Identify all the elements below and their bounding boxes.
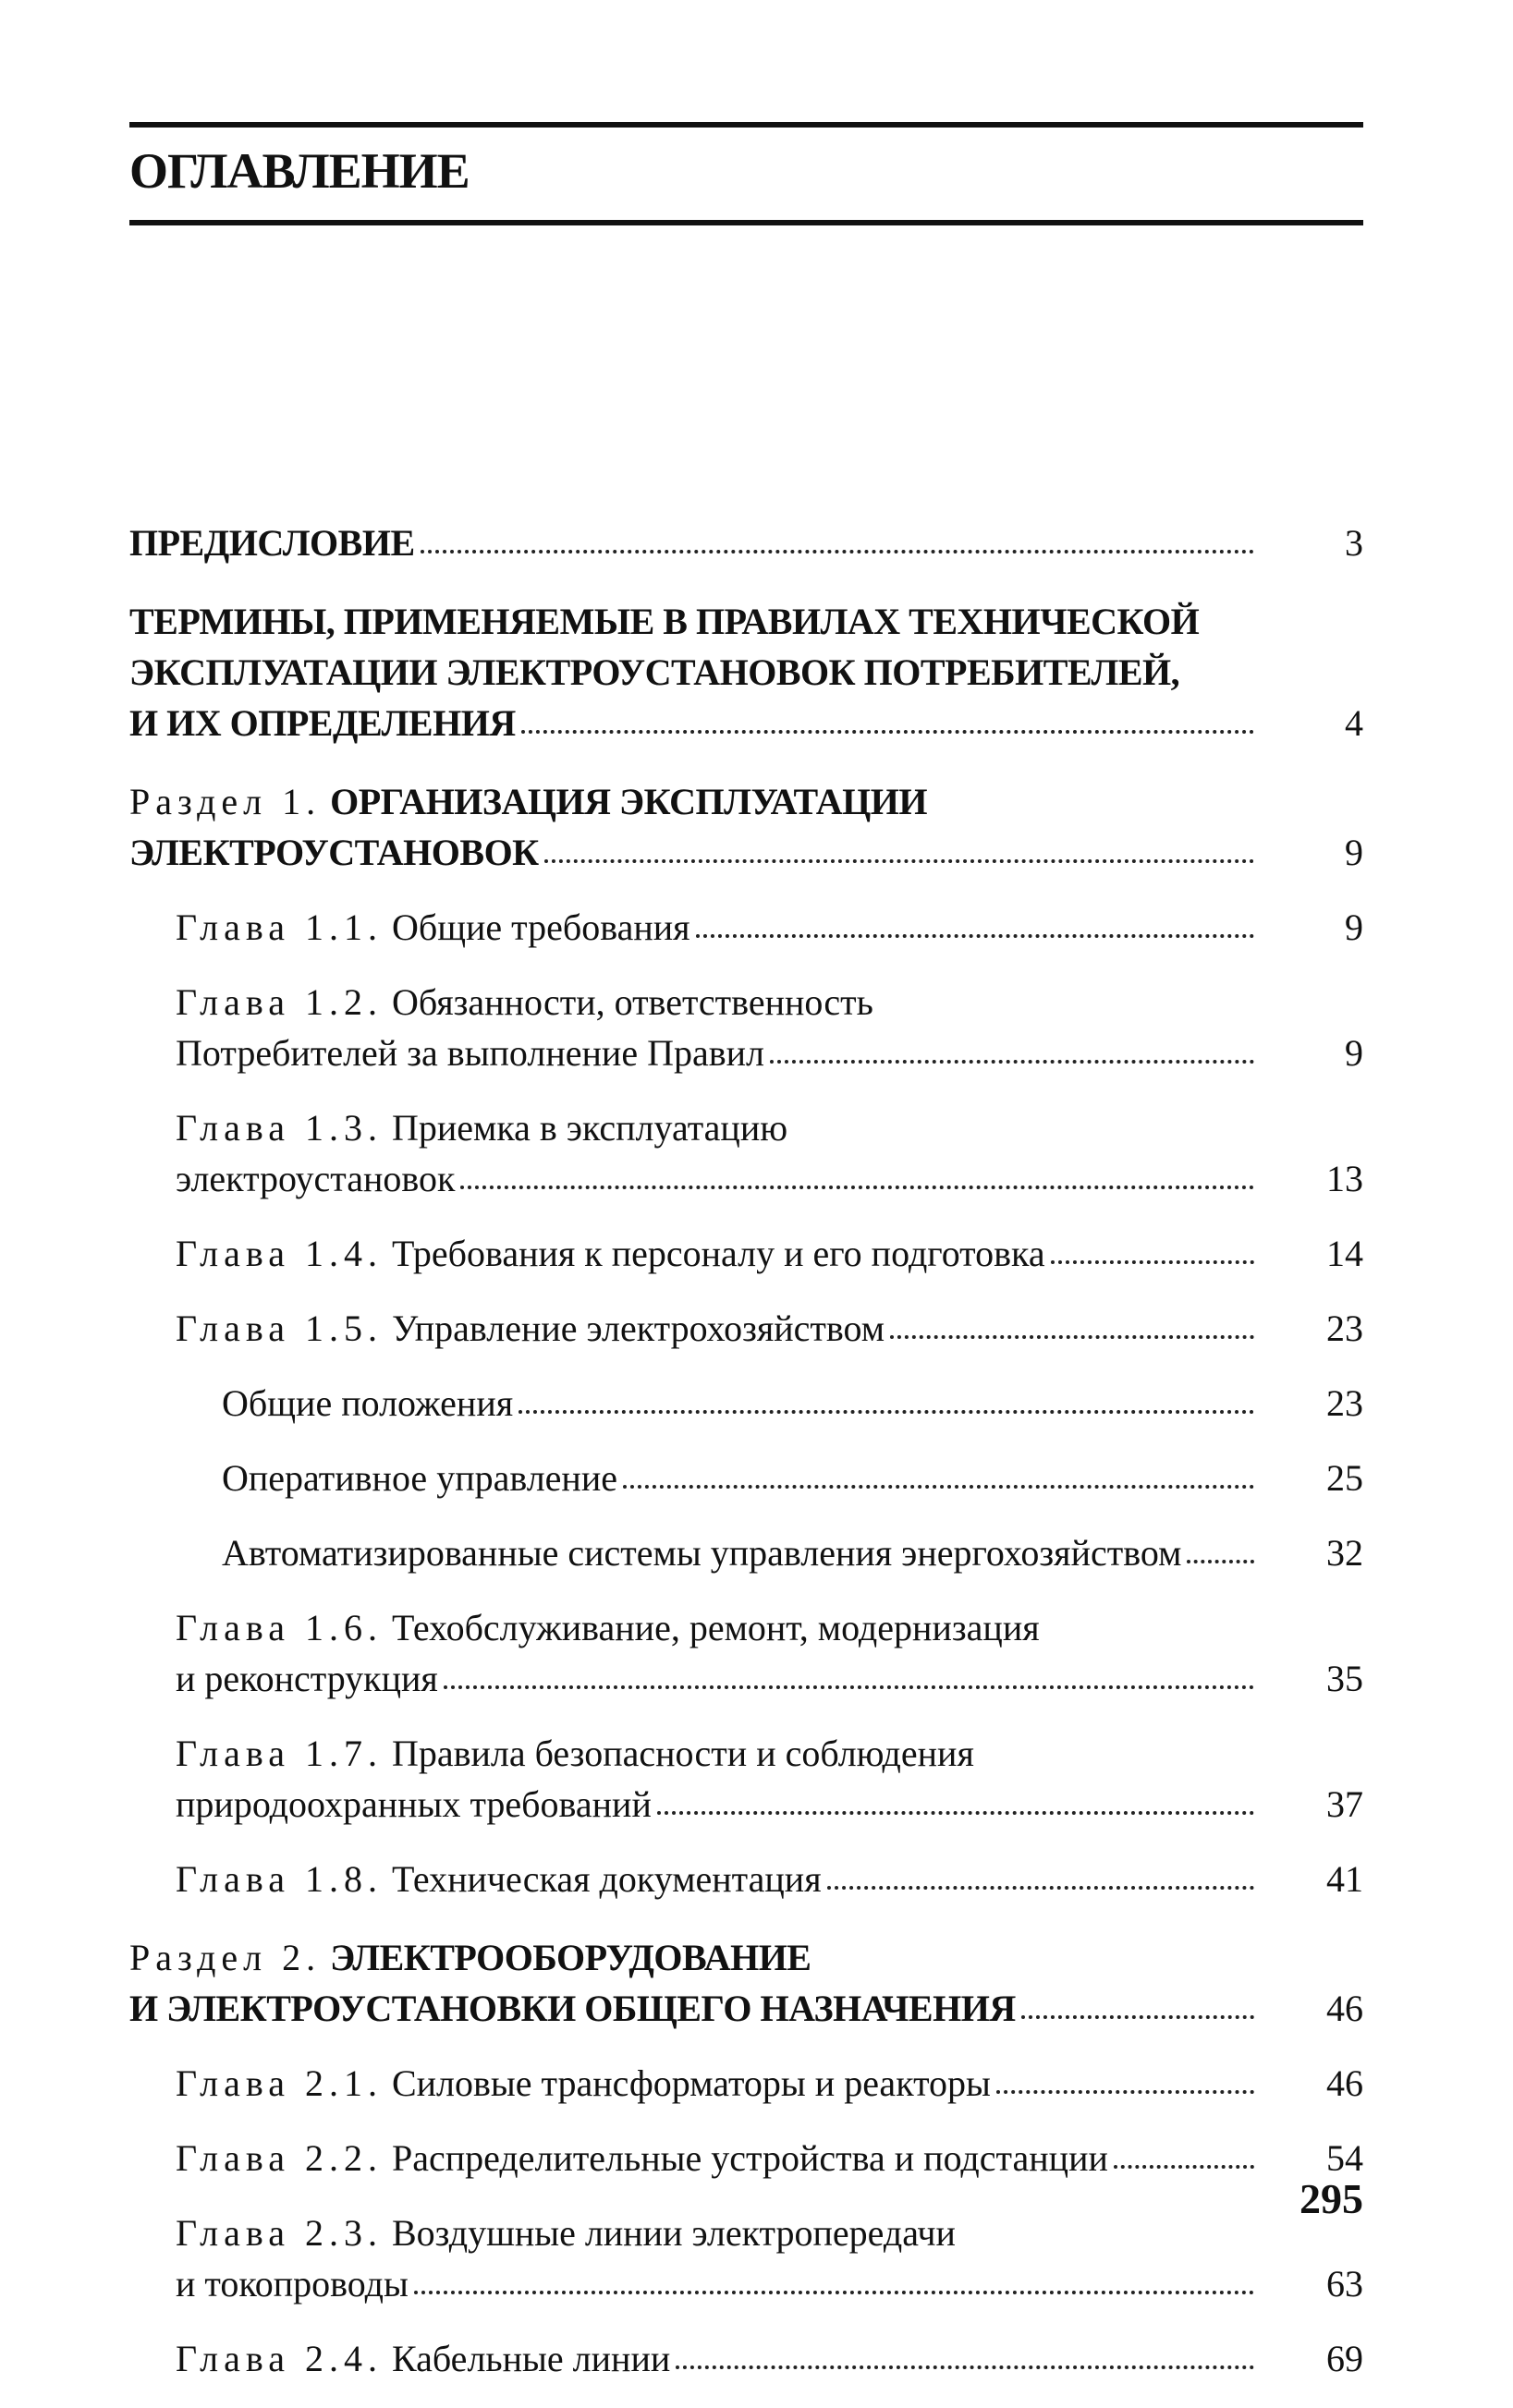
toc-entry-text xyxy=(129,651,1179,693)
toc-entry-prefix: Глава 1.6. xyxy=(176,1607,383,1648)
toc-entry-text xyxy=(222,1527,1181,1578)
toc-entry-prefix: Глава 1.8. xyxy=(176,1858,383,1900)
toc-entry-prefix: Глава 1.1. xyxy=(176,906,383,948)
dot-leader xyxy=(890,1326,1254,1339)
toc-entry-title: Правила безопасности и соблюдения xyxy=(391,1733,974,1774)
dot-leader xyxy=(444,1676,1254,1689)
toc-entry-line xyxy=(129,1932,1262,1983)
toc-entry-line xyxy=(129,596,1262,647)
toc-entry xyxy=(129,776,1363,878)
toc-entry-text xyxy=(176,1733,974,1774)
toc-page-number: 25 xyxy=(1326,1457,1363,1499)
toc-entry xyxy=(222,1378,1363,1429)
toc-entry-prefix: Глава 2.4. xyxy=(176,2338,383,2379)
toc-entry-title: Потребителей за выполнение Правил xyxy=(176,1032,764,1074)
toc-entry-last-line xyxy=(129,1983,1262,2034)
top-rule xyxy=(129,122,1363,128)
toc-entry-last-line xyxy=(176,2133,1262,2183)
toc-entry-title: Обязанности, ответственность xyxy=(391,981,873,1023)
toc-entry-text xyxy=(222,1453,617,1503)
dot-leader xyxy=(521,721,1254,734)
toc-entry-prefix: Глава 2.3. xyxy=(176,2212,383,2254)
toc-entry-title: электроустановок xyxy=(176,1158,456,1199)
toc-entry xyxy=(176,1602,1363,1704)
toc-entry-prefix: Глава 1.2. xyxy=(176,981,383,1023)
toc-entry-title: ЭЛЕКТРООБОРУДОВАНИЕ xyxy=(330,1937,811,1978)
toc-entry-last-line xyxy=(129,698,1262,748)
dot-leader xyxy=(1187,1551,1254,1563)
dot-leader xyxy=(676,2356,1254,2369)
toc-entry-title: Общие положения xyxy=(222,1382,514,1424)
dot-leader xyxy=(460,1176,1254,1189)
toc-entry-title: Кабельные линии xyxy=(391,2338,671,2379)
toc-entry xyxy=(176,1854,1363,1904)
dot-leader xyxy=(623,1476,1254,1489)
dot-leader xyxy=(421,541,1254,553)
toc-entry xyxy=(129,517,1363,568)
toc-entry-title: Управление электрохозяйством xyxy=(391,1307,885,1349)
toc-entry-text xyxy=(176,902,690,953)
toc-entry-last-line xyxy=(176,1653,1262,1704)
toc-entry-line xyxy=(176,1102,1262,1153)
toc-page-number: 23 xyxy=(1326,1382,1363,1424)
table-of-contents xyxy=(129,517,1363,2408)
toc-entry xyxy=(176,2133,1363,2183)
toc-entry-text xyxy=(129,781,927,822)
toc-page-number: 54 xyxy=(1326,2137,1363,2179)
toc-entry-last-line xyxy=(129,517,1262,568)
toc-page-number: 69 xyxy=(1326,2338,1363,2379)
toc-page-number: 35 xyxy=(1326,1658,1363,1699)
toc-entry-title: Силовые трансформаторы и реакторы xyxy=(391,2062,991,2104)
toc-entry xyxy=(176,1303,1363,1354)
toc-page-number: 63 xyxy=(1326,2263,1363,2305)
toc-entry-text xyxy=(129,1937,811,1978)
toc-entry-text xyxy=(176,2258,409,2309)
toc-entry-prefix: Глава 1.5. xyxy=(176,1307,383,1349)
toc-page-number: 4 xyxy=(1345,702,1363,744)
toc-entry-text xyxy=(176,2133,1108,2183)
toc-entry-text xyxy=(129,698,516,748)
toc-entry xyxy=(176,1728,1363,1830)
toc-entry-title: природоохранных требований xyxy=(176,1783,652,1825)
toc-entry-text xyxy=(176,1107,787,1149)
toc-entry-title: ПРЕДИСЛОВИЕ xyxy=(129,522,415,564)
toc-page-number: 46 xyxy=(1326,2062,1363,2104)
toc-entry-line xyxy=(129,776,1262,827)
toc-entry-text xyxy=(176,2212,956,2254)
dot-leader xyxy=(696,925,1254,938)
toc-entry-title: и токопроводы xyxy=(176,2263,409,2305)
toc-entry-title: И ЭЛЕКТРОУСТАНОВКИ ОБЩЕГО НАЗНАЧЕНИЯ xyxy=(129,1988,1016,2029)
toc-entry-title: Техническая документация xyxy=(391,1858,822,1900)
toc-entry-text xyxy=(222,1378,513,1429)
toc-page-number: 9 xyxy=(1345,832,1363,873)
toc-entry-line xyxy=(176,1602,1262,1653)
toc-entry-title: Автоматизированные системы управления энергохозяйством xyxy=(222,1532,1182,1574)
dot-leader xyxy=(996,2081,1254,2094)
dot-leader xyxy=(1051,1251,1254,1264)
dot-leader xyxy=(414,2281,1254,2294)
toc-entry-text xyxy=(176,1303,885,1354)
page-number: 295 xyxy=(1299,2175,1363,2222)
toc-entry xyxy=(222,1527,1363,1578)
toc-entry xyxy=(176,977,1363,1078)
toc-entry-title: И ИХ ОПРЕДЕЛЕНИЯ xyxy=(129,702,516,744)
toc-entry-text xyxy=(176,1779,652,1830)
toc-entry-text xyxy=(176,1854,822,1904)
toc-entry-text xyxy=(176,1153,455,1204)
toc-entry-last-line xyxy=(176,1303,1262,1354)
toc-entry-title: ТЕРМИНЫ, ПРИМЕНЯЕМЫЕ В ПРАВИЛАХ ТЕХНИЧЕСКОЙ xyxy=(129,601,1200,642)
toc-entry-last-line xyxy=(176,2058,1262,2109)
toc-entry-title: Оперативное управление xyxy=(222,1457,617,1499)
toc-entry-title: Общие требования xyxy=(391,906,690,948)
toc-entry-prefix: Глава 2.2. xyxy=(176,2137,383,2179)
toc-page-number: 13 xyxy=(1326,1158,1363,1199)
toc-entry xyxy=(176,1228,1363,1279)
toc-page-number: 37 xyxy=(1326,1783,1363,1825)
toc-page-number: 9 xyxy=(1345,1032,1363,1074)
toc-page-number: 3 xyxy=(1345,522,1363,564)
toc-entry-title: и реконструкция xyxy=(176,1658,438,1699)
toc-entry-prefix: Раздел 2. xyxy=(129,1937,322,1978)
toc-entry xyxy=(176,2207,1363,2309)
toc-entry-last-line xyxy=(176,902,1262,953)
toc-entry-prefix: Глава 1.3. xyxy=(176,1107,383,1149)
page-title: ОГЛАВЛЕНИЕ xyxy=(129,143,470,199)
toc-entry-prefix: Глава 2.1. xyxy=(176,2062,383,2104)
dot-leader xyxy=(770,1051,1254,1064)
toc-entry-text xyxy=(176,1653,438,1704)
toc-entry-prefix: Глава 1.4. xyxy=(176,1233,383,1274)
toc-entry-last-line xyxy=(176,1228,1262,1279)
dot-leader xyxy=(519,1401,1254,1414)
toc-entry xyxy=(176,2058,1363,2109)
toc-page-number: 46 xyxy=(1326,1988,1363,2029)
toc-entry xyxy=(129,596,1363,748)
dot-leader xyxy=(1021,2006,1254,2019)
toc-entry-line xyxy=(176,977,1262,1028)
toc-entry-title: Распределительные устройства и подстанции xyxy=(391,2137,1108,2179)
toc-entry-text xyxy=(129,1983,1016,2034)
toc-entry-text xyxy=(176,2058,991,2109)
toc-page-number: 9 xyxy=(1345,906,1363,948)
toc-entry-text xyxy=(129,517,415,568)
dot-leader xyxy=(657,1802,1254,1815)
toc-page-number: 41 xyxy=(1326,1858,1363,1900)
toc-entry-title: Техобслуживание, ремонт, модернизация xyxy=(391,1607,1040,1648)
toc-entry-text xyxy=(176,2333,670,2384)
toc-entry-last-line xyxy=(222,1527,1262,1578)
toc-entry-title: Требования к персоналу и его подготовка xyxy=(391,1233,1045,1274)
toc-entry-line xyxy=(176,1728,1262,1779)
toc-entry xyxy=(176,2333,1363,2384)
toc-entry-last-line xyxy=(222,1453,1262,1503)
toc-entry-title: Приемка в эксплуатацию xyxy=(391,1107,788,1149)
toc-entry-last-line xyxy=(176,1028,1262,1078)
toc-entry-text xyxy=(129,827,539,878)
toc-entry xyxy=(222,1453,1363,1503)
toc-entry-last-line xyxy=(176,1779,1262,1830)
toc-entry-line xyxy=(129,647,1262,698)
toc-entry-prefix: Раздел 1. xyxy=(129,781,322,822)
toc-page-number: 14 xyxy=(1326,1233,1363,1274)
toc-entry-title: ЭЛЕКТРОУСТАНОВОК xyxy=(129,832,539,873)
toc-entry-text xyxy=(176,981,873,1023)
toc-entry xyxy=(176,1102,1363,1204)
toc-entry-text xyxy=(176,1028,764,1078)
toc-entry-title: ОРГАНИЗАЦИЯ ЭКСПЛУАТАЦИИ xyxy=(330,781,927,822)
toc-entry-last-line xyxy=(176,2333,1262,2384)
toc-entry-title: ЭКСПЛУАТАЦИИ ЭЛЕКТРОУСТАНОВОК ПОТРЕБИТЕЛЕЙ, xyxy=(129,651,1180,693)
dot-leader xyxy=(827,1877,1254,1890)
toc-entry-last-line xyxy=(222,1378,1262,1429)
toc-entry-last-line xyxy=(129,827,1262,878)
dot-leader xyxy=(1114,2156,1254,2169)
toc-entry-text xyxy=(176,1228,1045,1279)
toc-entry xyxy=(129,1932,1363,2034)
toc-entry-line xyxy=(176,2207,1262,2258)
toc-entry-prefix: Глава 1.7. xyxy=(176,1733,383,1774)
toc-page-number: 32 xyxy=(1326,1532,1363,1574)
toc-page-number: 23 xyxy=(1326,1307,1363,1349)
toc-entry-last-line xyxy=(176,2258,1262,2309)
toc-entry-text xyxy=(129,601,1199,642)
dot-leader xyxy=(544,850,1254,863)
toc-entry-last-line xyxy=(176,1153,1262,1204)
toc-entry-last-line xyxy=(176,1854,1262,1904)
toc-entry xyxy=(176,902,1363,953)
bottom-rule xyxy=(129,220,1363,225)
toc-entry-title: Воздушные линии электропередачи xyxy=(391,2212,956,2254)
toc-entry-text xyxy=(176,1607,1040,1648)
